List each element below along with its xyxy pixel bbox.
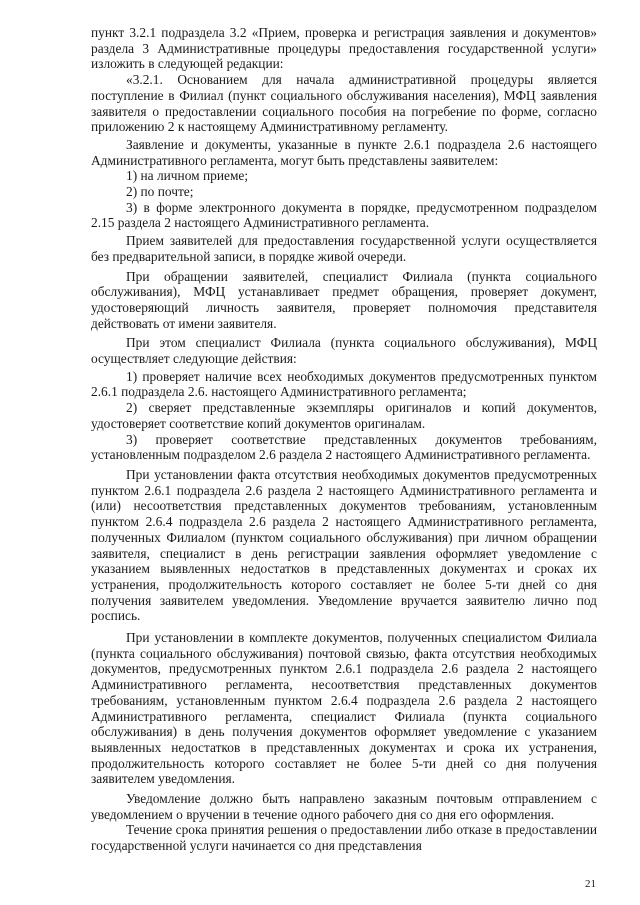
list-item-electronic: 3) в форме электронного документа в порядке, предусмотренном подразделом 2.15 раздела 2 настоящего Административного регламента. [91, 199, 597, 231]
paragraph-3-2-1-basis: «3.2.1. Основанием для начала административной процедуры является поступление в Филиал (пункт социального обслуживания населения), МФЦ заявления заявителя о предоставлении социального пособия на погребение по форме, согласно приложению 2 к настоящему Административному регламенту. [91, 72, 597, 135]
list-item-check-requirements: 3) проверяет соответствие представленных документов требованиям, установленным подразделом 2.6 раздела 2 настоящего Административного регламента. [91, 431, 597, 463]
paragraph-amendment-intro: пункт 3.2.1 подраздела 3.2 «Прием, проверка и регистрация заявления и документов» раздела 3 Административные процедуры предоставления государственной услуги» изложить в следующей редакции: [91, 25, 597, 72]
paragraph-decision-term: Течение срока принятия решения о предоставлении либо отказе в предоставлении государственной услуги начинается со дня представления [91, 822, 597, 854]
paragraph-specialist-actions: При этом специалист Филиала (пункта социального обслуживания), МФЦ осуществляет следующие действия: [91, 335, 597, 367]
list-item-verify-copies: 2) сверяет представленные экземпляры оригиналов и копий документов, удостоверяет соответствие копий документов оригиналам. [91, 400, 597, 431]
paragraph-specialist-checks: При обращении заявителей, специалист Филиала (пункта социального обслуживания), МФЦ устанавливает предмет обращения, проверяет документ, удостоверяющий личность заявителя, проверяет полномочия представителя действовать от имени заявителя. [91, 268, 597, 331]
document-body [91, 25, 597, 854]
list-item-check-documents: 1) проверяет наличие всех необходимых документов предусмотренных пунктом 2.6.1 подраздела 2.6. настоящего Административного регламента; [91, 368, 597, 400]
paragraph-notification-delivery: Уведомление должно быть направлено заказным почтовым отправлением с уведомлением о вручении в течение одного рабочего дня со дня его оформления. [91, 791, 597, 822]
list-item-personal-reception: 1) на личном приеме; [126, 168, 249, 184]
paragraph-missing-documents-by-mail: При установлении в комплекте документов, полученных специалистом Филиала (пункта социального обслуживания) почтовой связью, факта отсутствия необходимых документов, предусмотренных пунктом 2.6.1 подраздела 2.6 раздела 2 настоящего Административного регламента, несоответствия представленных документов требованиям, установленным пунктом 2.6.4 подраздела 2.6 раздела 2 настоящего Административного регламента, специалист Филиала (пункта социального обслуживания) в день получения документов оформляет уведомление с указанием выявленных недостатков в представленных документах и срока их устранения, продолжительность которого составляет не более 5-ти дней со дня получения заявителем уведомления. [91, 630, 597, 787]
paragraph-submission-methods: Заявление и документы, указанные в пункте 2.6.1 подраздела 2.6 настоящего Административного регламента, могут быть представлены заявителем: [91, 136, 597, 168]
paragraph-missing-documents-in-person: При установлении факта отсутствия необходимых документов предусмотренных пунктом 2.6.1 подраздела 2.6 раздела 2 настоящего Административного регламента и (или) несоответствия представленных документов требованиям, установленным пунктом 2.6.4 подраздела 2.6 раздела 2 настоящего Административного регламента, полученных Филиалом (пунктом социального обслуживания) при личном обращении заявителя, специалист в день регистрации заявления оформляет уведомление с указанием выявленных недостатков в представленных документах и сроках их устранения, продолжительность которого составляет не более 5-ти дней со дня получения заявителем уведомления. Уведомление вручается заявителю лично под роспись. [91, 466, 597, 624]
list-item-by-mail: 2) по почте; [126, 184, 194, 200]
page-number: 21 [585, 878, 596, 890]
paragraph-reception-order: Прием заявителей для предоставления государственной услуги осуществляется без предварительной записи, в порядке живой очереди. [91, 233, 597, 264]
